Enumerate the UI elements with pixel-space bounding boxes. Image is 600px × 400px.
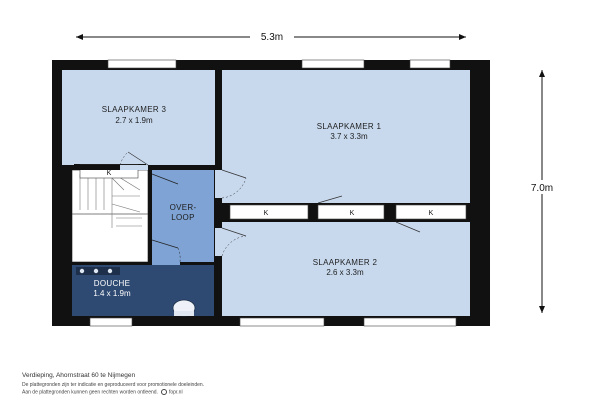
closet-label: K — [349, 210, 355, 217]
plan-title: Verdieping, Ahornstraat 60 te Nijmegen — [22, 372, 136, 379]
room-name-slaapkamer-3: SLAAPKAMER 3 — [101, 105, 167, 114]
height-label: 7.0m — [530, 183, 554, 194]
room-name-overloop-1: OVER- — [169, 203, 197, 212]
logo-text: fopr.nl — [168, 389, 183, 396]
room-size-douche: 1.4 x 1.9m — [93, 289, 131, 298]
room-size-slaapkamer-1: 3.7 x 3.3m — [330, 132, 368, 141]
interior-wall — [148, 170, 152, 262]
closet-label: K — [263, 210, 269, 217]
interior-wall — [72, 262, 215, 265]
staircase — [72, 170, 148, 262]
disclaimer-line-1: De plattegronden zijn ter indicatie en geproduceerd voor promotionele doeleinden. — [22, 382, 205, 388]
room-name-overloop-2: LOOP — [171, 213, 195, 222]
room-name-slaapkamer-2: SLAAPKAMER 2 — [312, 258, 378, 267]
width-label: 5.3m — [260, 32, 284, 43]
disclaimer-line-2-text: Aan de plattegronden kunnen geen rechten worden ontleend. — [22, 389, 158, 396]
footer — [22, 372, 204, 396]
height-dimension — [526, 70, 560, 313]
closet-label: K — [106, 170, 112, 177]
closet-label: K — [428, 210, 434, 217]
disclaimer-line-2 — [22, 389, 204, 396]
width-dimension — [76, 29, 466, 43]
room-size-slaapkamer-3: 2.7 x 1.9m — [115, 116, 153, 125]
room-name-douche: DOUCHE — [93, 279, 131, 288]
interior-wall — [62, 170, 72, 316]
room-size-slaapkamer-2: 2.6 x 3.3m — [326, 268, 364, 277]
fopr-logo-icon — [161, 389, 167, 395]
room-name-slaapkamer-1: SLAAPKAMER 1 — [316, 122, 382, 131]
